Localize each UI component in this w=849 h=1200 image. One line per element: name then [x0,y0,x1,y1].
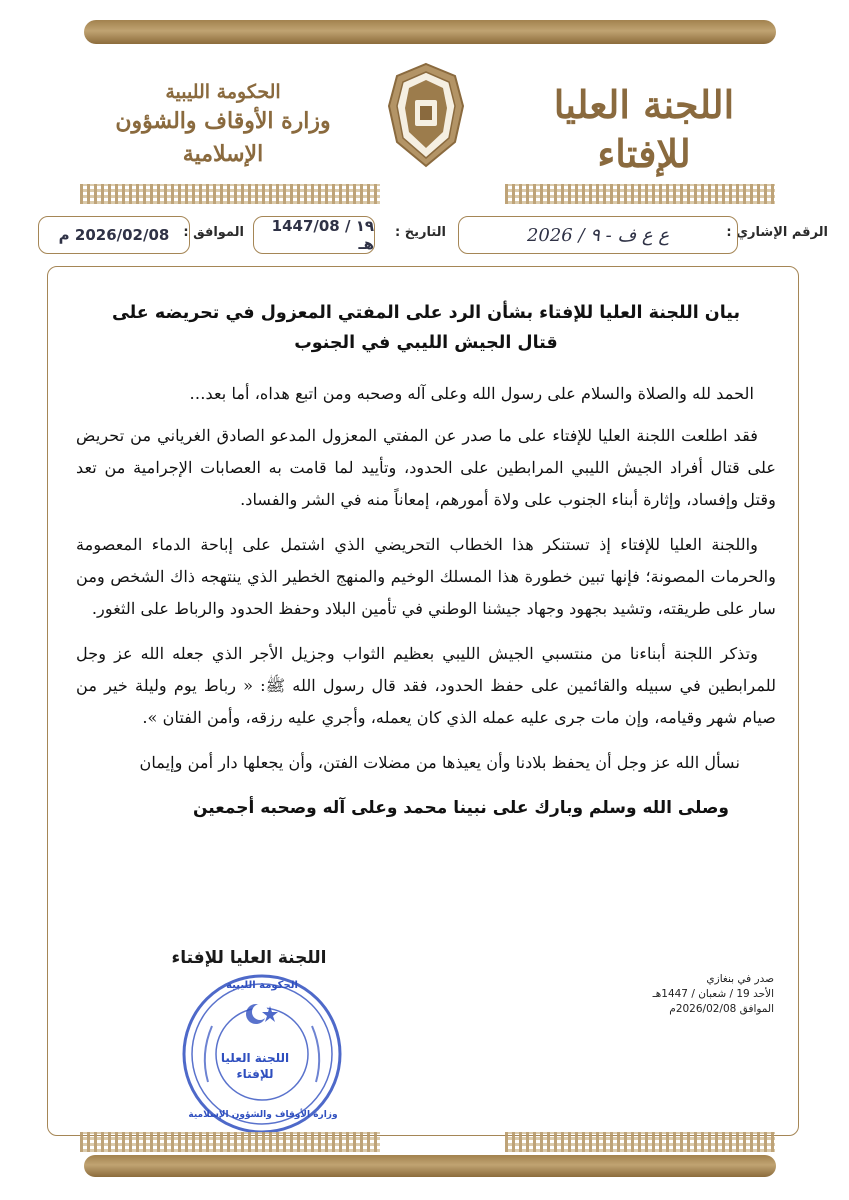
statement-title: بيان اللجنة العليا للإفتاء بشأن الرد على المفتي المعزول في تحريضه على قتال الجيش الليبي في الجنوب [111,303,741,353]
stamp-line-2: للإفتاء [236,1067,274,1081]
stamp-center-text [200,1050,310,1082]
ref-number-label: الرقم الإشاري : [726,225,828,240]
ornament-strip [80,184,380,204]
corresponding-label: الموافق : [183,225,244,240]
paragraph-1: فقد اطلعت اللجنة العليا للإفتاء على ما صدر عن المفتي المعزول المدعو الصادق الغرياني من تحريض على قتال أفراد الجيش الليبي المرابطين على الحدود، وتأييد لما قامت به العصابات الإجرامية من تعد وقتل وإفساد، وإثارة أبناء الجنوب على ولاة أمورهم، إمعاناً منه في الشر والفساد. [76,426,776,509]
ref-number-box [458,216,738,254]
issue-gregorian-date: الموافق 2026/02/08م [669,1003,774,1015]
issue-info [614,972,774,1017]
hijri-date-value: ١٩ / 1447/08 هـ [271,217,374,253]
top-decorative-band [84,20,776,44]
paragraph-2: واللجنة العليا للإفتاء إذ تستنكر هذا الخطاب التحريضي الذي اشتمل على إباحة الدماء المعصومة والحرمات المصونة؛ فإنها تبين خطورة هذا المسلك الوخيم والمنهج الخطير الذي ينتهجه ذاك الشخص ومن سار على طريقته، وتشيد بجهود وجهاد جيشنا الوطني في تأمين البلاد وحفظ الحدود والرباط على الثغور. [76,535,776,618]
committee-logo-text: اللجنة العليا للإفتاء [553,82,735,177]
prayer-paragraph: نسأل الله عز وجل أن يحفظ بلادنا وأن يعيذها من مضلات الفتن، وأن يجعلها دار أمن وإيمان [139,753,740,772]
gregorian-date-box [38,216,190,254]
signature-title: اللجنة العليا للإفتاء [171,948,327,968]
closing-line: وصلى الله وسلم وبارك على نبينا محمد وعلى آله وصحبه أجمعين [192,798,729,818]
ornament-strip [505,184,775,204]
stamp-bottom-text: وزارة الأوقاف والشؤون الإسلامية [188,1110,338,1120]
issue-hijri-date: الأحد 19 / شعبان / 1447هـ [652,988,774,1000]
stamp-line-1: اللجنة العليا [220,1051,290,1065]
government-name: الحكومة الليبية [165,81,281,103]
ornament-strip [505,1132,775,1152]
bottom-decorative-band [84,1155,776,1177]
reference-row [20,216,838,256]
ministry-header [78,80,368,171]
committee-emblem-icon [385,62,467,168]
ref-number-value: ع ع ف - ٩ / 2026 [526,224,670,246]
statement-body [76,298,776,824]
opening-paragraph: الحمد لله والصلاة والسلام على رسول الله وعلى آله وصحبه ومن اتبع هداه، أما بعد… [189,384,754,403]
date-label: التاريخ : [395,225,446,240]
ministry-name: وزارة الأوقاف والشؤون الإسلامية [115,107,331,167]
ornament-strip [80,1132,380,1152]
paragraph-3: وتذكر اللجنة أبناءنا من منتسبي الجيش الليبي بعظيم الثواب وجزيل الأجر الذي جعله الله عز وجل للمرابطين في سبيله والقائمين على حفظ الحدود، فقد قال رسول الله ﷺ: « رباط يوم وليلة خير من صيام شهر وقيامه، وإن مات جرى عليه عمله الذي كان يعمله، وأجري عليه رزقه، وأمن الفتان ». [76,644,776,727]
issue-place: صدر في بنغازي [706,973,774,985]
gregorian-date-value: 2026/02/08 م [58,226,170,244]
stamp-ring-text: الحكومة الليبية [226,980,298,991]
hijri-date-box [253,216,375,254]
